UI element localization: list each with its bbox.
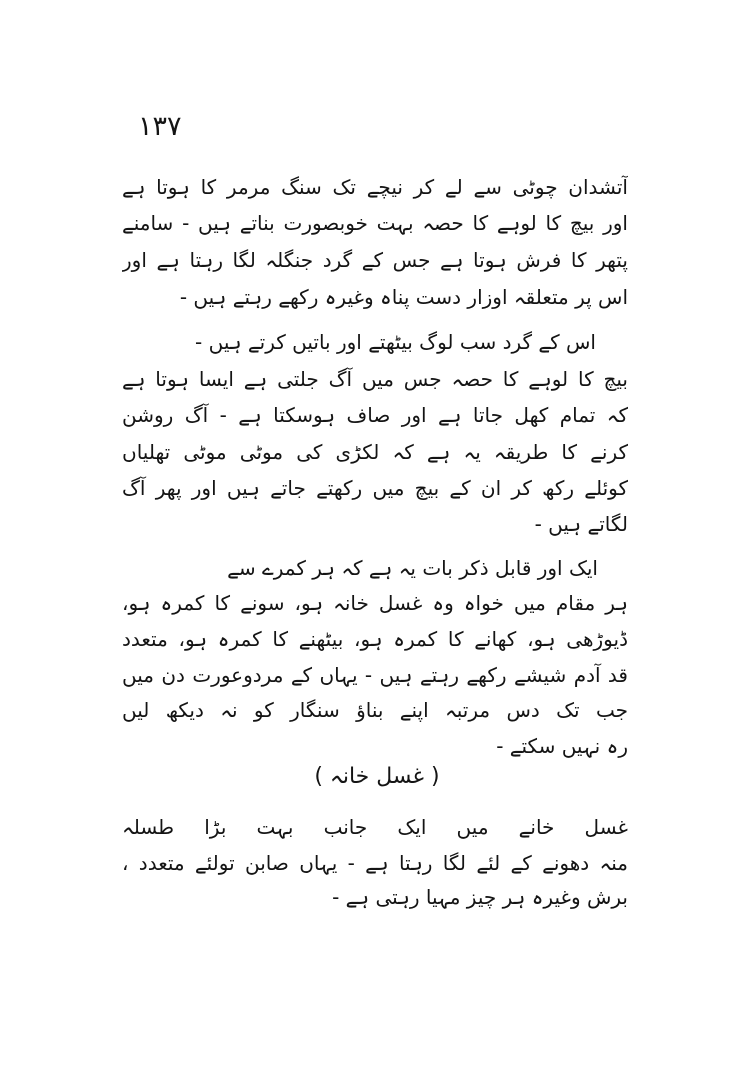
paragraph-1-line-3: پتھر کا فرش ہوتا ہے جس کے گرد جنگلہ لگا رہتا ہے اور xyxy=(122,248,628,272)
section-heading: ( غسل خانہ ) xyxy=(314,764,440,789)
paragraph-1-line-1: آتشدان چوٹی سے لے کر نیچے تک سنگ مرمر کا ہوتا ہے xyxy=(122,175,628,199)
paragraph-2-line-1: اس کے گرد سب لوگ بیٹھتے اور باتیں کرتے ہیں - xyxy=(195,330,596,354)
page-number: ۱۳۷ xyxy=(138,111,182,142)
paragraph-4-line-2: منہ دھونے کے لئے لگا رہتا ہے - یہاں صابن تولئے متعدد ، xyxy=(122,851,628,875)
paragraph-1-line-2: اور بیچ کا لوہے کا حصہ بہت خوبصورت بناتے ہیں - سامنے xyxy=(122,211,628,235)
paragraph-2-line-5: کوئلے رکھ کر ان کے بیچ میں رکھتے جاتے ہیں اور پھر آگ xyxy=(122,476,628,500)
paragraph-3-line-4: قد آدم شیشے رکھے رہتے ہیں - یہاں کے مردوعورت دن میں xyxy=(122,663,628,687)
paragraph-3-line-5: جب تک دس مرتبہ اپنے بناؤ سنگار کو نہ دیکھ لیں xyxy=(122,698,628,722)
paragraph-3-line-6: رہ نہیں سکتے - xyxy=(496,734,628,758)
paragraph-2-line-3: کہ تمام کھل جاتا ہے اور صاف ہوسکتا ہے - آگ روشن xyxy=(122,403,628,427)
paragraph-2-line-4: کرنے کا طریقہ یہ ہے کہ لکڑی کی موٹی موٹی تھلیاں xyxy=(122,440,628,464)
paragraph-1-line-4: اس پر متعلقہ اوزار دست پناہ وغیرہ رکھے رہتے ہیں - xyxy=(179,285,628,309)
paragraph-4-line-3: برش وغیرہ ہر چیز مہیا رہتی ہے - xyxy=(332,885,628,909)
paragraph-4-line-1: غسل خانے میں ایک جانب بہت بڑا طسلہ xyxy=(122,815,628,839)
paragraph-3-line-3: ڈیوڑھی ہو، کھانے کا کمرہ ہو، بیٹھنے کا کمرہ ہو، متعدد xyxy=(122,627,628,651)
paragraph-3-line-2: ہر مقام میں خواہ وہ غسل خانہ ہو، سونے کا کمرہ ہو، xyxy=(122,591,628,615)
paragraph-2-line-6: لگاتے ہیں - xyxy=(534,512,628,536)
paragraph-3-line-1: ایک اور قابل ذکر بات یہ ہے کہ ہر کمرے سے xyxy=(227,556,598,580)
paragraph-2-line-2: بیچ کا لوہے کا حصہ جس میں آگ جلتی ہے ایسا ہوتا ہے xyxy=(122,367,628,391)
